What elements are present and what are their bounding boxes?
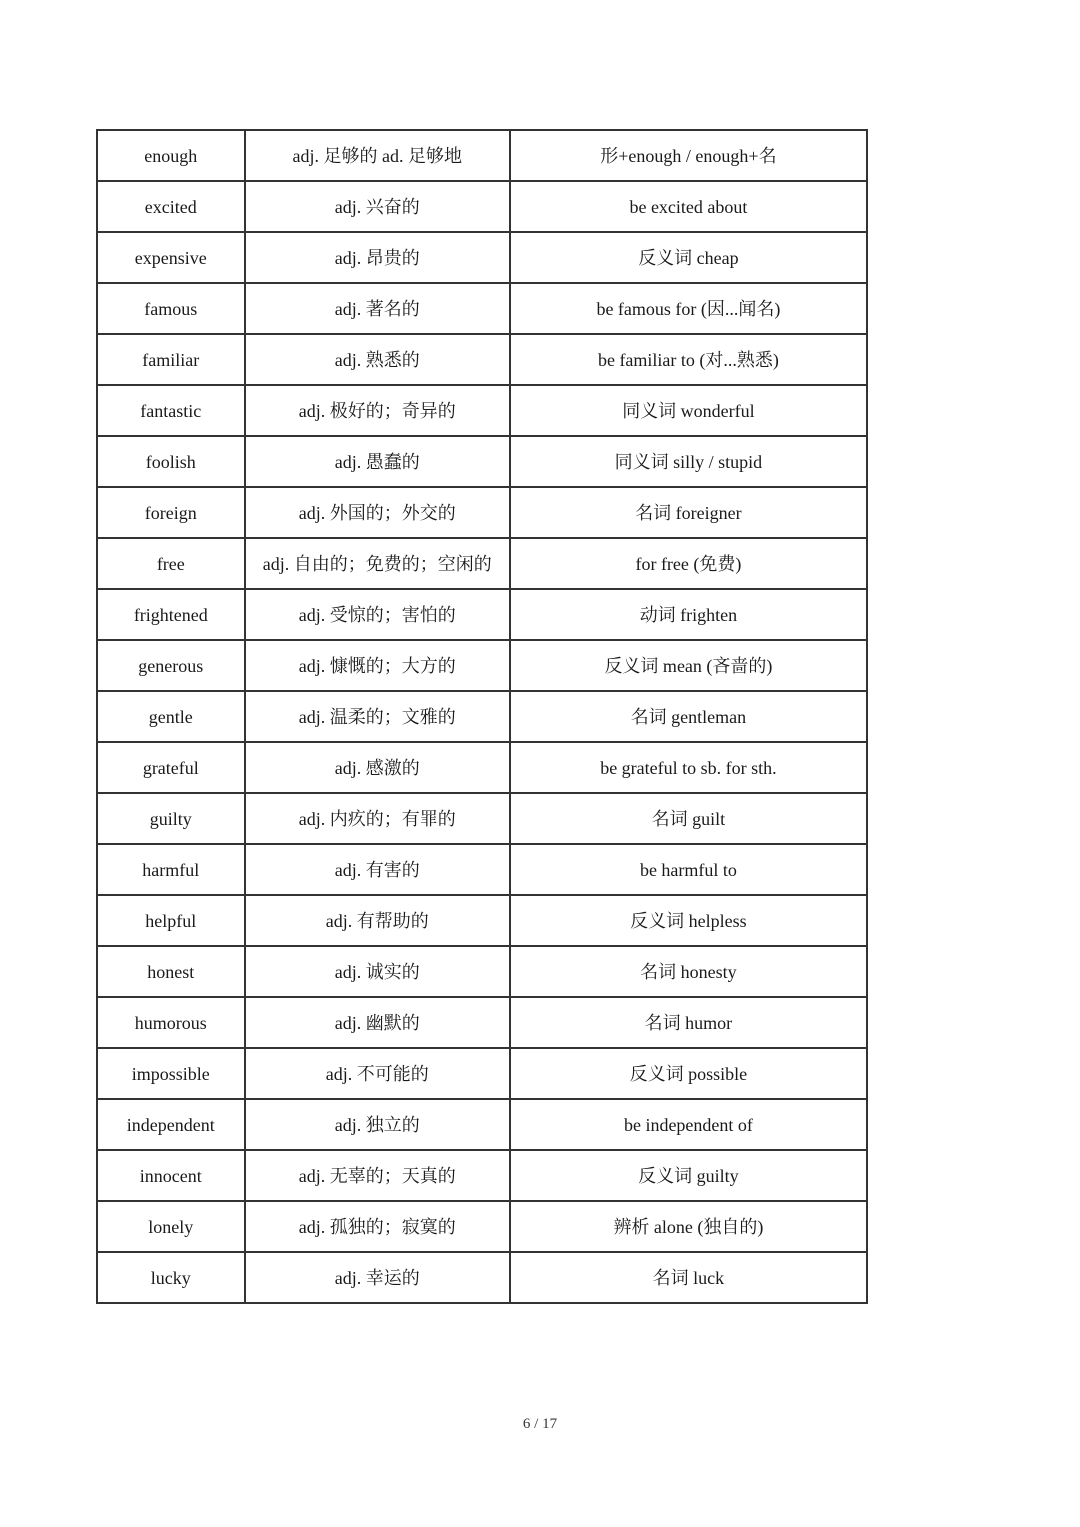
meaning-cell: adj. 幽默的 <box>245 997 510 1048</box>
word-cell: foreign <box>97 487 245 538</box>
meaning-cell: adj. 著名的 <box>245 283 510 334</box>
table-row <box>97 691 867 742</box>
table-row <box>97 946 867 997</box>
table-row <box>97 997 867 1048</box>
meaning-cell: adj. 幸运的 <box>245 1252 510 1303</box>
note-cell: 名词 gentleman <box>510 691 867 742</box>
table-row <box>97 1252 867 1303</box>
word-cell: innocent <box>97 1150 245 1201</box>
meaning-cell: adj. 极好的；奇异的 <box>245 385 510 436</box>
meaning-cell: adj. 感激的 <box>245 742 510 793</box>
word-cell: impossible <box>97 1048 245 1099</box>
table-row <box>97 589 867 640</box>
note-cell: 名词 humor <box>510 997 867 1048</box>
meaning-cell: adj. 慷慨的；大方的 <box>245 640 510 691</box>
word-cell: independent <box>97 1099 245 1150</box>
note-cell: 形+enough / enough+名 <box>510 130 867 181</box>
meaning-cell: adj. 受惊的；害怕的 <box>245 589 510 640</box>
word-cell: gentle <box>97 691 245 742</box>
word-cell: guilty <box>97 793 245 844</box>
table-row <box>97 844 867 895</box>
note-cell: 反义词 guilty <box>510 1150 867 1201</box>
table-row <box>97 385 867 436</box>
table-row <box>97 283 867 334</box>
word-cell: free <box>97 538 245 589</box>
note-cell: 名词 honesty <box>510 946 867 997</box>
note-cell: 同义词 silly / stupid <box>510 436 867 487</box>
table-row <box>97 538 867 589</box>
meaning-cell: adj. 诚实的 <box>245 946 510 997</box>
note-cell: be grateful to sb. for sth. <box>510 742 867 793</box>
table-row <box>97 436 867 487</box>
word-cell: honest <box>97 946 245 997</box>
word-cell: excited <box>97 181 245 232</box>
note-cell: be independent of <box>510 1099 867 1150</box>
note-cell: 名词 foreigner <box>510 487 867 538</box>
note-cell: 辨析 alone (独自的) <box>510 1201 867 1252</box>
meaning-cell: adj. 有害的 <box>245 844 510 895</box>
table-row <box>97 181 867 232</box>
note-cell: 名词 guilt <box>510 793 867 844</box>
meaning-cell: adj. 昂贵的 <box>245 232 510 283</box>
note-cell: 名词 luck <box>510 1252 867 1303</box>
table-row <box>97 793 867 844</box>
word-cell: enough <box>97 130 245 181</box>
word-cell: familiar <box>97 334 245 385</box>
table-row <box>97 232 867 283</box>
note-cell: 反义词 cheap <box>510 232 867 283</box>
note-cell: 反义词 helpless <box>510 895 867 946</box>
vocabulary-table <box>96 129 868 1304</box>
word-cell: frightened <box>97 589 245 640</box>
meaning-cell: adj. 愚蠢的 <box>245 436 510 487</box>
word-cell: expensive <box>97 232 245 283</box>
word-cell: helpful <box>97 895 245 946</box>
table-row <box>97 1099 867 1150</box>
note-cell: 反义词 possible <box>510 1048 867 1099</box>
word-cell: grateful <box>97 742 245 793</box>
word-cell: generous <box>97 640 245 691</box>
word-cell: lucky <box>97 1252 245 1303</box>
note-cell: for free (免费) <box>510 538 867 589</box>
note-cell: be excited about <box>510 181 867 232</box>
word-cell: humorous <box>97 997 245 1048</box>
note-cell: be famous for (因...闻名) <box>510 283 867 334</box>
meaning-cell: adj. 有帮助的 <box>245 895 510 946</box>
meaning-cell: adj. 孤独的；寂寞的 <box>245 1201 510 1252</box>
meaning-cell: adj. 足够的 ad. 足够地 <box>245 130 510 181</box>
note-cell: be harmful to <box>510 844 867 895</box>
word-cell: fantastic <box>97 385 245 436</box>
meaning-cell: adj. 内疚的；有罪的 <box>245 793 510 844</box>
meaning-cell: adj. 不可能的 <box>245 1048 510 1099</box>
meaning-cell: adj. 熟悉的 <box>245 334 510 385</box>
table-row <box>97 334 867 385</box>
table-row <box>97 130 867 181</box>
note-cell: 同义词 wonderful <box>510 385 867 436</box>
meaning-cell: adj. 温柔的；文雅的 <box>245 691 510 742</box>
table-row <box>97 640 867 691</box>
page-number: 6 / 17 <box>522 1416 558 1432</box>
table-row <box>97 1201 867 1252</box>
note-cell: 动词 frighten <box>510 589 867 640</box>
word-cell: harmful <box>97 844 245 895</box>
meaning-cell: adj. 外国的；外交的 <box>245 487 510 538</box>
table-row <box>97 487 867 538</box>
note-cell: 反义词 mean (吝啬的) <box>510 640 867 691</box>
meaning-cell: adj. 自由的；免费的；空闲的 <box>245 538 510 589</box>
table-row <box>97 895 867 946</box>
meaning-cell: adj. 兴奋的 <box>245 181 510 232</box>
word-cell: famous <box>97 283 245 334</box>
table-row <box>97 1048 867 1099</box>
table-row <box>97 742 867 793</box>
note-cell: be familiar to (对...熟悉) <box>510 334 867 385</box>
word-cell: lonely <box>97 1201 245 1252</box>
word-cell: foolish <box>97 436 245 487</box>
meaning-cell: adj. 无辜的；天真的 <box>245 1150 510 1201</box>
table-row <box>97 1150 867 1201</box>
meaning-cell: adj. 独立的 <box>245 1099 510 1150</box>
